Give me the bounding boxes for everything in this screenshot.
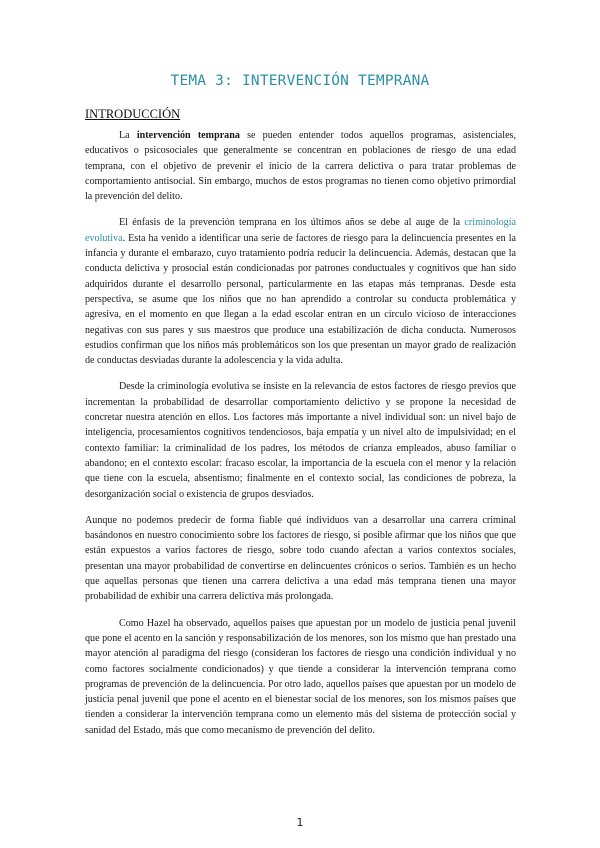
document-body [85, 128, 516, 749]
section-heading: INTRODUCCIÓN [85, 107, 181, 121]
page-number: 1 [296, 816, 304, 829]
paragraph-1-lead: La [119, 130, 137, 141]
term-criminologia-evolutiva: criminología evolutiva [85, 217, 516, 244]
paragraph-3: Desde la criminología evolutiva se insiste en la relevancia de estos factores de riesgo previos que incrementan la probabilidad de desarrollar comportamiento delictivo y se propone la necesidad de concretar nuestra atención en ellos. Los factores más importante a nivel individual son: un nivel bajo de inteligencia, procesamientos cognitivos tendenciosos, baja empatía y un nivel alto de impulsividad; en el contexto familiar: la criminalidad de los padres, los métodos de crianza empleados, abuso familiar o abandono; en el contexto escolar: fracaso escolar, la importancia de la escuela con el menor y la relación que tiene con la escuela, absentismo; finalmente en el contexto social, las condiciones de pobreza, la desorganización social o existencia de grupos desviados. [85, 381, 516, 500]
paragraph-2-lead: El énfasis de la prevención temprana en los últimos años se debe al auge de la [119, 217, 465, 229]
paragraph-5: Como Hazel ha observado, aquellos países que apuestan por un modelo de justicia penal juvenil que pone el acento en la sanción y responsabilización de los menores, son los mismo que han prestado una mayor atención al paradigma del riesgo (consideran los factores de riesgo una condición individual y no como factores socialmente condicionados) y que tiende a considerar la intervención temprana como programas de prevención de la delincuencia. Por otro lado, aquellos países que apuestan por un modelo de justicia penal juvenil que pone el acento en el bienestar social de los menores, son los mismos países que tienden a considerar la intervención temprana como un elemento más del sistema de protección social y sanidad del Estado, más que como mecanismo de prevención del delito. [85, 617, 516, 736]
term-intervencion-temprana: intervención temprana [136, 130, 240, 141]
paragraph-1 [85, 128, 516, 204]
paragraph-2-text: . Esta ha venido a identificar una serie de factores de riesgo para la delincuencia presentes en la infancia y durante el embarazo, cuyo tratamiento podría reducir la delincuencia. Además, destacan que la conducta delictiva y prosocial están condicionadas por patrones conductuales y cognitivos que han sido adquiridos durante el desarrollo personal, particularmente en las etapas más tempranas. Desde esta perspectiva, se asume que los niños que no han aprendido a controlar su conducta problemática y agresiva, en el momento en que llegan a la edad escolar entran en un círculo vicioso de interacciones negativas con sus pares y sus maestros que produce una estabilización de dicha conducta. Numerosos estudios confirman que los niños más problemáticos son los que presentan un mayor grado de realización de conductas desviadas durante la adolescencia y la vida adulta. [85, 232, 516, 367]
document-title: TEMA 3: INTERVENCIÓN TEMPRANA [170, 73, 430, 89]
paragraph-2 [85, 215, 516, 368]
paragraph-4: Aunque no podemos predecir de forma fiable qué individuos van a desarrollar una carrera criminal basándonos en nuestro conocimiento sobre los factores de riesgo, si posible afirmar que los niños que que están expuestos a varios factores de riesgo, sobre todo cuando afectan a varios contextos sociales, presentan una mayor probabilidad de convertirse en delincuentes crónicos o serios. También es un hecho que aquellas personas que tienen una carrera delictiva a una edad más temprana tienen una mayor probabilidad de exhibir una carrera delictiva más prolongada. [85, 514, 516, 603]
paragraph-1-text: se pueden entender todos aquellos programas, asistenciales, educativos o psicosociales que generalmente se concentran en poblaciones de riesgo de una edad temprana, con el objetivo de prevenir el inicio de la carrera delictiva o para tratar problemas de comportamiento antisocial. Sin embargo, muchos de estos programas no tienen como objetivo primordial la prevención del delito. [85, 130, 517, 203]
